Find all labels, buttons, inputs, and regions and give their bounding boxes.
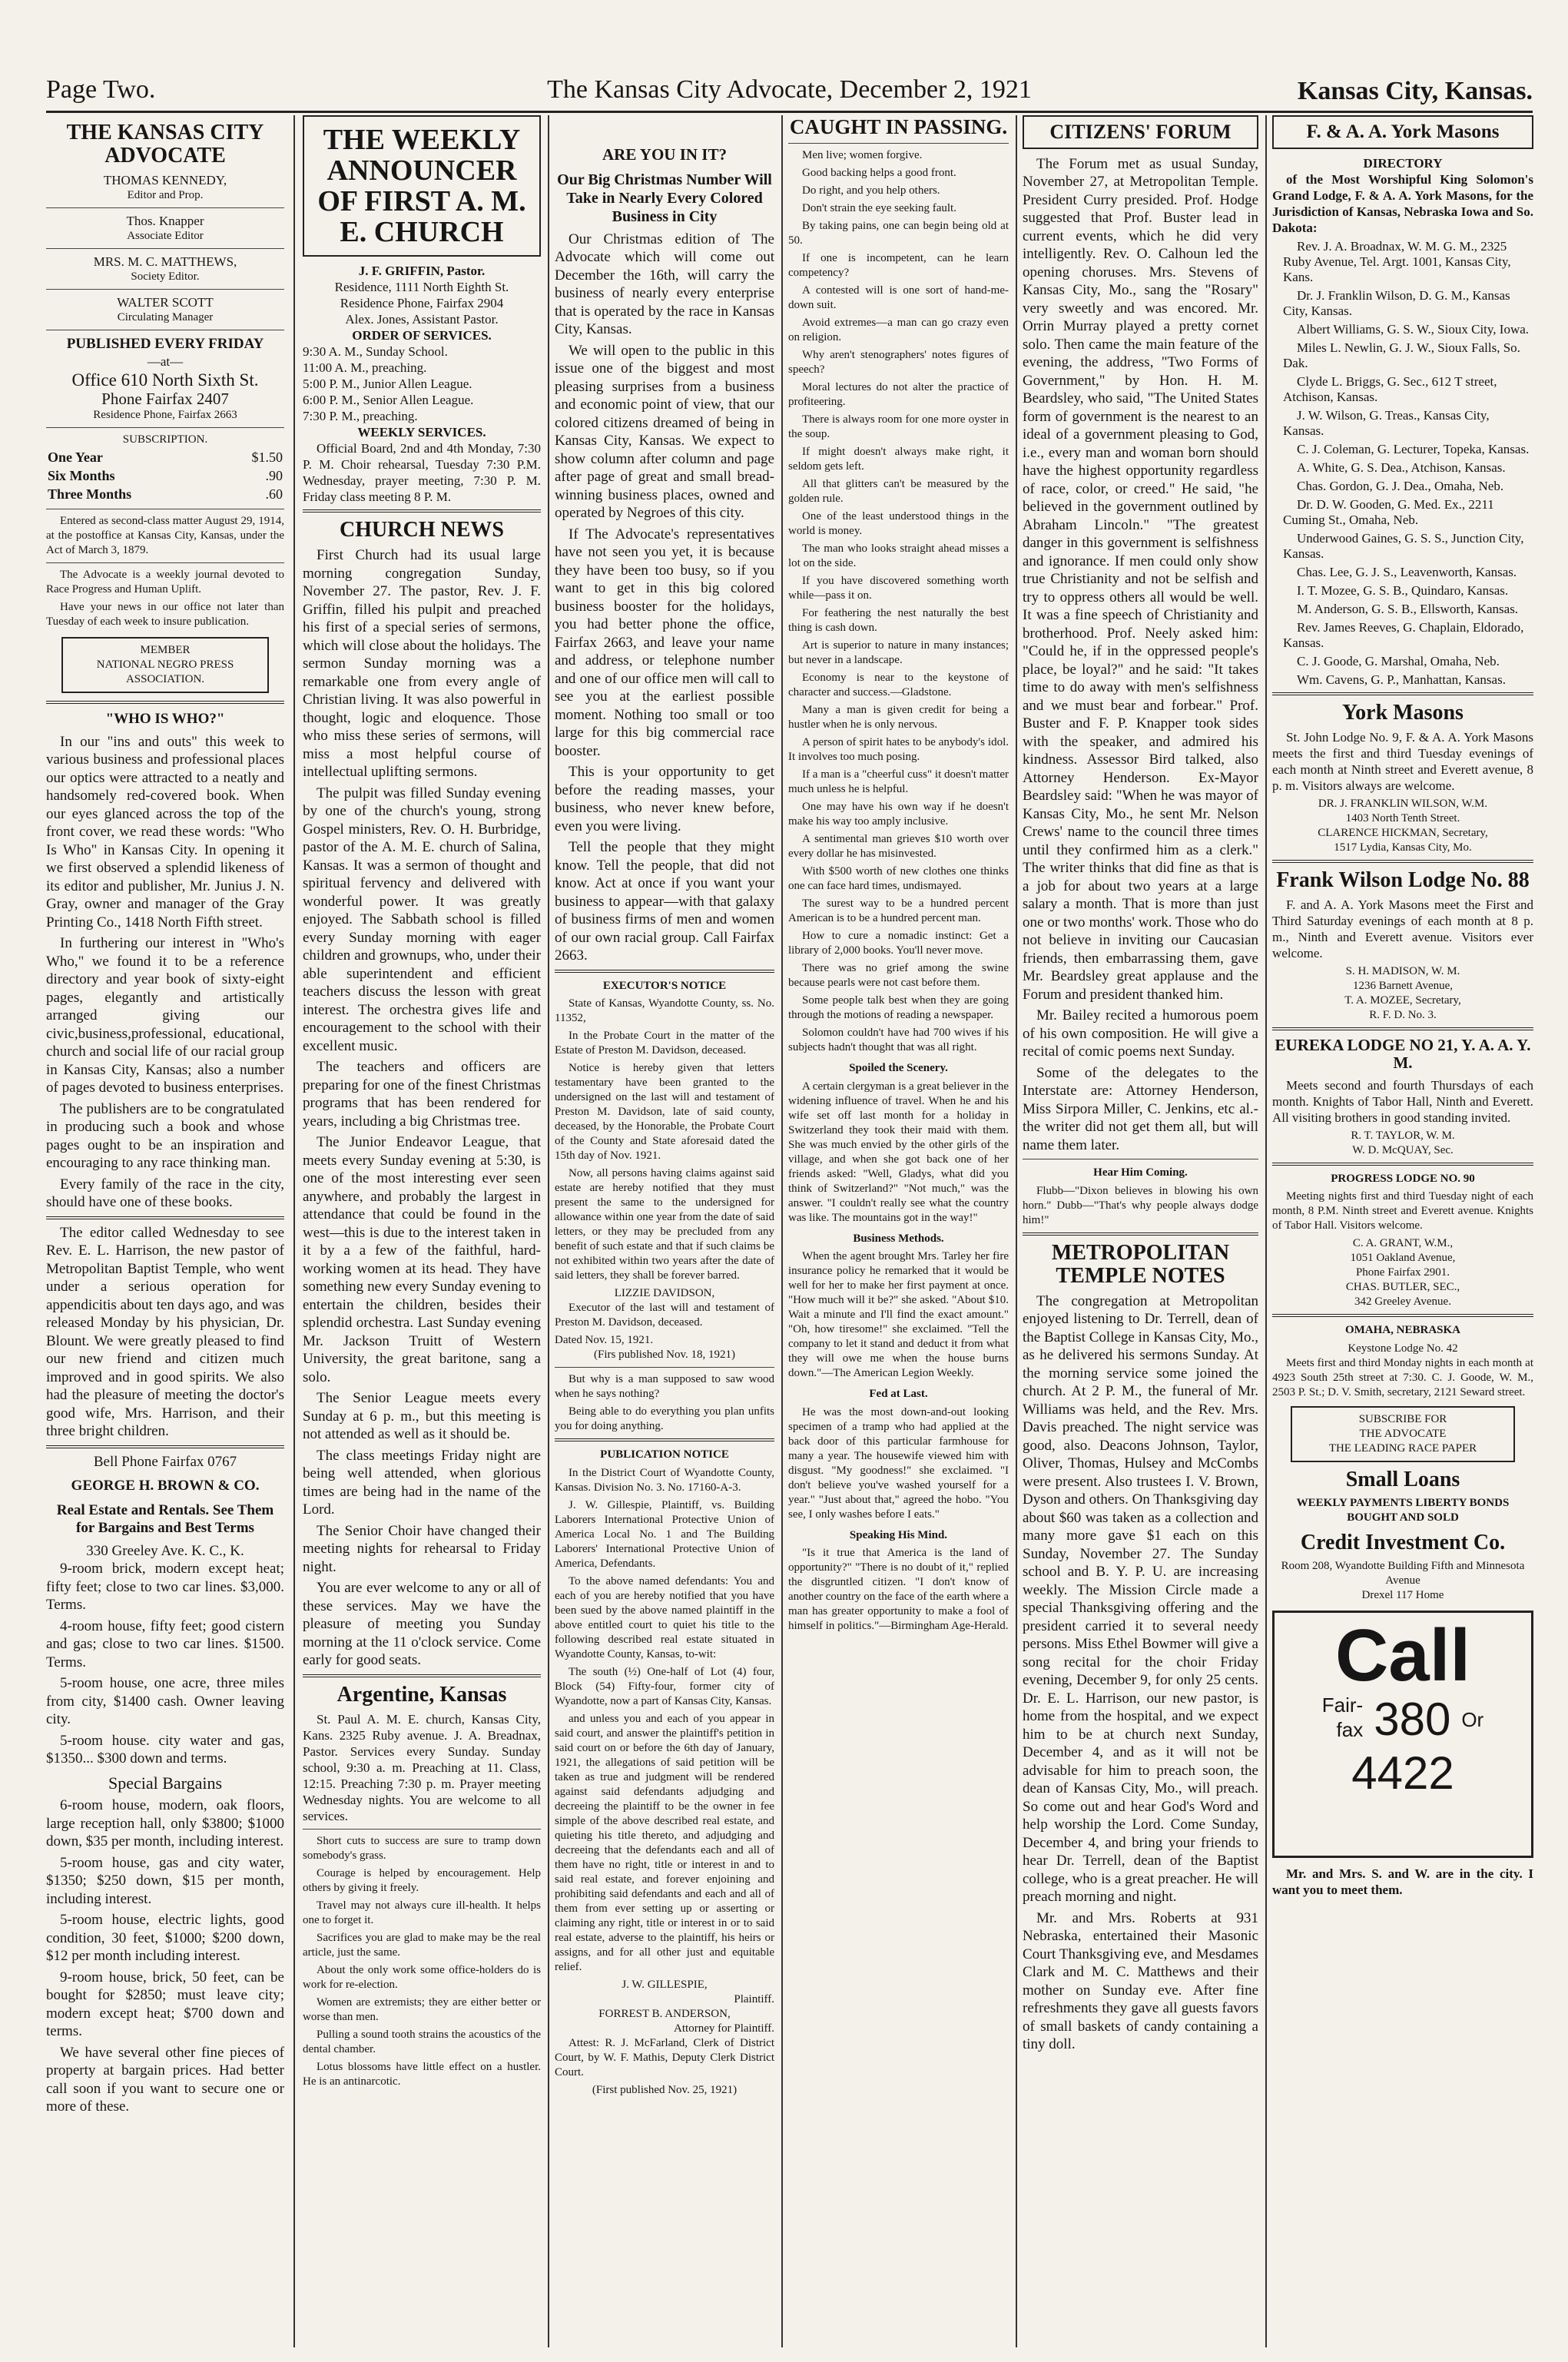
notice-paragraph: Now, all persons having claims against said estate are hereby notified that they must present the same to the undersigned for allowance within one year from the date of said letters, or they may be precluded from any benefit of such estate and that if such claims be not exhibited within two years after the date of said letters, they shall be forever barred. [555,1167,774,1282]
table-row: Six Months .90 [48,468,283,483]
staff-associate: Thos. Knapper [126,214,204,228]
list-item: Economy is near to the keystone of character and success.—Gladstone. [788,672,1009,698]
executor-date: Dated Nov. 15, 1921. [555,1334,654,1346]
list-item: A sentimental man grieves $10 worth over every dollar he has misinvested. [788,833,1009,860]
forum-heading-box [1023,115,1258,149]
list-item: But why is a man supposed to saw wood when he says nothing? [555,1373,774,1400]
notice-paragraph: and unless you and each of you appear in said court, and answer the plaintiff's petition in said court on or before the 6th day of January, 1921, the allegations of said petition will be taken as true and judgment will be rendered against said defendants adjudging and decreeing the plaintiff to be the owner in fee simple of the above described real estate, and quieting his title thereto, and adjudging and decreeing that the defendants each and all of them have no right, title or interest in and to said real estate, and forever enjoining and prohibiting said defendants and each and all of them from ever setting up or asserting or claiming any right, title or interest in or to said real estate, adverse to the plaintiff, his heirs or assigns, and for all other just and equitable relief. [555,1712,774,1973]
call-advertisement [1272,1611,1533,1858]
list-item: 5-room house, gas and city water, $1350; $250 down, $15 per month, including interest. [46,1854,284,1907]
directory-entry: Rev. J. A. Broadnax, W. M. G. M., 2325 Ruby Avenue, Tel. Argt. 1001, Kansas City, Kans. [1283,238,1511,284]
directory-entry: Underwood Gaines, G. S. S., Junction City, Kansas. [1283,530,1524,561]
plaintiff-signature: J. W. GILLESPIE, [622,1978,708,1991]
signature-line: C. A. GRANT, W.M., [1352,1237,1454,1249]
list-item: Short cuts to success are sure to tramp down somebody's grass. [303,1834,541,1862]
directory-entry: Clyde L. Briggs, G. Sec., 612 T street, Atchison, Kansas. [1283,373,1497,404]
directory-entry: Miles L. Newlin, G. J. W., Sioux Falls, So. Dak. [1283,340,1520,370]
pastor-phone: Residence Phone, Fairfax 2904 [340,296,504,310]
call-or: Or [1461,1707,1484,1731]
list-item: Pulling a sound tooth strains the acoustics of the dental chamber. [303,2028,541,2055]
list-item: If one is incompetent, can he learn competency? [788,252,1009,279]
list-item: If you have discovered something worth while—pass it on. [788,575,1009,602]
omaha-subheading: Keystone Lodge No. 42 [1348,1342,1458,1355]
staff-circulation-title: Circulating Manager [117,311,214,323]
pastor-residence: Residence, 1111 North Eighth St. [334,280,509,294]
hear-heading: Hear Him Coming. [1093,1166,1188,1179]
staff-society-title: Society Editor. [131,270,200,283]
article-paragraph: The class meetings Friday night are being well attended, when glorious times are being had in the name of the Lord. [303,1447,541,1518]
column-2 [303,115,541,2347]
article-paragraph: We will open to the public in this issue one of the biggest and most pleasing surprises from a business and economic point of view, that our colored citizens dreamed of being in Kansas City, Kansas. We expect to show column after column and page after page of great and small bread-winning business places, owned and operated by Negroes of this city. [555,342,774,521]
table-row: One Year $1.50 [48,450,283,465]
directory-entry: A. White, G. S. Dea., Atchison, Kansas. [1297,459,1506,475]
directory-entry: Albert Williams, G. S. W., Sioux City, Iowa. [1297,321,1530,337]
list-item: Do right, and you help others. [802,184,940,197]
list-item: 4-room house, fifty feet; good cistern and gas; close to two car lines. $1500. Terms. [46,1617,284,1670]
list-item: 9-room brick, modern except heat; fifty feet; close to two car lines. $3,000. Terms. [46,1561,284,1613]
loans-heading: Small Loans [1345,1467,1460,1491]
call-number-4422: 4422 [1351,1747,1454,1799]
announcer-headline-box [303,115,541,257]
article-paragraph: If The Advocate's representatives have not seen you yet, it is because they have been too busy, so if you want to get in this big colored business booster for the holidays, you had better phone the office, Fairfax 2663, and leave your name and address, or telephone number and one of our office men will call to see you at the earliest possible moment. Nothing too small or too large for this big commercial race booster. [555,526,774,759]
article-paragraph: Our Christmas edition of The Advocate which will come out December the 16th, will carry the business of nearly every enterprise that is operated by the race in Kansas City, Kansas. [555,231,774,337]
article-paragraph: The Junior Endeavor League, that meets every Sunday evening at 5:30, is one of the most interesting ever seen anywhere, and probably the largest in attendance that could be found in the west—this is due to the interest taken in it by a a few of the faithful, hard-working women at its head. They have something new every Sunday evening to entertain the children, besides their splendid orchestra. Last Sunday evening Mr. Jackson Truitt of Western University, the great baritone, sang a solo. [303,1134,541,1385]
entered-notice: Entered as second-class matter August 29, 1914, at the postoffice at Kansas City, Kansas, under the Act of March 3, 1879. [46,515,284,556]
york-masons-heading: York Masons [1342,700,1464,725]
list-item: Why aren't stenographers' notes figures of speech? [788,349,1009,376]
list-item: For feathering the nest naturally the best thing is cash down. [788,607,1009,634]
call-word: Call [1334,1614,1471,1697]
directory-entry: M. Anderson, G. S. B., Ellsworth, Kansas. [1297,601,1519,616]
bell-phone: Bell Phone Fairfax 0767 [93,1453,237,1470]
paper-dateline: The Kansas City Advocate, December 2, 1921 [547,75,1032,104]
article-paragraph: In furthering our interest in "Who's Who," we found it to be a reference directory and year book of sixty-eight pages, elegantly and artistically arranged giving our civic,business,professional, educational, church and social life of our racial group in Kansas City, Kansas; also a number of pages devoted to business enterprises. [46,935,284,1096]
list-item: The surest way to be a hundred percent American is to be a hundred percent man. [788,897,1009,924]
directory-entry: I. T. Mozee, G. S. B., Quindaro, Kansas. [1297,582,1509,598]
metropolitan-heading: METROPOLITAN TEMPLE NOTES [1051,1240,1230,1288]
executor-signature: LIZZIE DAVIDSON, [614,1287,715,1299]
executor-heading: EXECUTOR'S NOTICE [602,979,727,992]
signature-line: Phone Fairfax 2901. [1355,1266,1450,1279]
list-item: 6-room house, modern, oak floors, large reception hall, only $3800; $1000 down, $35 per month, including interest. [46,1797,284,1849]
weekly-services: Official Board, 2nd and 4th Monday, 7:30 P. M. Choir rehearsal, Tuesday 7:30 P.M. Wednesday, prayer meeting, 7:30 P. M. Friday class meeting 8 P. M. [303,441,541,504]
directory-entry: Wm. Cavens, G. P., Manhattan, Kansas. [1297,672,1506,687]
list-item: One of the least understood things in the world is money. [788,510,1009,537]
footer-note: Mr. and Mrs. S. and W. are in the city. I want you to meet them. [1272,1866,1533,1897]
directory-intro: of the Most Worshipful King Solomon's Grand Lodge, F. & A. A. York Masons, for the Jurisdiction of Kansas, Nebraska Iowa and So. Dakota: [1272,171,1533,235]
list-item: Don't strain the eye seeking fault. [802,202,956,214]
directory-heading: DIRECTORY [1363,155,1443,171]
signature-line: 1051 Oakland Avenue, [1350,1252,1456,1264]
list-item: 11:00 A. M., preaching. [303,360,427,375]
caught-list [788,148,1009,1055]
list-item: Solomon couldn't have had 700 wives if his subjects hadn't thought that was all right. [788,1027,1009,1053]
article-paragraph: Some of the delegates to the Interstate are: Attorney Henderson, Miss Sirpora Miller, C. Jenkins, etc al.- the writer did not get them all, but will name them later. [1023,1064,1258,1153]
eureka-text: Meets second and fourth Thursdays of each month. Knights of Tabor Hall, Ninth and Everett. All visiting brothers in good standing invited. [1272,1077,1533,1125]
directory-entry: Chas. Lee, G. J. S., Leavenworth, Kansas. [1297,564,1517,579]
omaha-heading: OMAHA, NEBRASKA [1344,1324,1460,1336]
column-1 [46,115,284,2347]
list-item: A person of spirit hates to be anybody's idol. It involves too much posing. [788,736,1009,763]
scenery-heading: Spoiled the Scenery. [849,1062,948,1074]
attorney-signature: FORREST B. ANDERSON, [598,2007,731,2020]
list-item: Some people talk best when they are going through the motions of reading a newspaper. [788,994,1009,1021]
directory-list [1272,239,1533,688]
staff-editor-title: Editor and Prop. [127,189,204,201]
subscription-heading: SUBSCRIPTION. [122,433,208,446]
progress-text: Meeting nights first and third Tuesday night of each month, 8 P.M. Ninth street and Everett avenue. Knights of Tabor Hall. Visitors welcome. [1272,1190,1533,1232]
subscription-table [46,447,284,504]
list-item: Women are extremists; they are either better or worse than men. [303,1995,541,2023]
realestate-heading: Real Estate and Rentals. See Them for Bargains and Best Terms [56,1501,274,1536]
forum-heading: CITIZENS' FORUM [1049,121,1232,143]
directory-entry: Rev. James Reeves, G. Chaplain, Eldorado, Kansas. [1283,619,1524,650]
list-item: With $500 worth of new clothes one thinks one can face hard times, undismayed. [788,865,1009,892]
staff-editor: THOMAS KENNEDY, [103,173,227,187]
article-paragraph: The congregation at Metropolitan enjoyed listening to Dr. Terrell, dean of the Baptist College in Kansas City, Mo., as he delivered his sermons Sunday. At the morning service some joined the church. At 2 P. M., the funeral of Mr. Williams was held, and the Rev. Mrs. Davis preached. The night service was good, also. Deacons Johnson, Taylor, Oliver, Thomas, Hulsey and McCombs were present. Also trustees I. V. Brown, Dyson and others. On Thanksgiving day about $60 was taken as a collection and many more gave $1 each on this Sunday, November 27. The Sunday school and B. Y. P. U. are increasing weekly. The Mission Circle made a special Thanksgiving offering and the president carried it to several needy persons. Miss Ethel Bowmer will give a song recital for the choir Friday evening, December 9, for only 25 cents. Dr. E. L. Harrison, our new pastor, is home from the hospital, and we expect him to be at church next Sunday, December 4, and as it will not be advisable for him to preach soon, the dean of Kansas City, Mo., will preach. So come out and hear God's Word and help worship the Lord. Come Sunday, December 4, and bring your friends to hear Dr. Terrell, dean of the Baptist college, who is a great preacher. He will preach morning and night. [1023,1292,1258,1905]
frank-wilson-heading: Frank Wilson Lodge No. 88 [1276,868,1530,892]
list-item: 9:30 A. M., Sunday School. [303,344,448,359]
page-number: Page Two. [46,75,156,104]
signature-line: DR. J. FRANKLIN WILSON, W.M. [1318,797,1488,810]
news-deadline: Have your news in our office not later than Tuesday of each week to insure publication. [46,601,284,628]
fed-story: He was the most down-and-out looking specimen of a tramp who had applied at the back door of this particular farmhouse for many a year. The housewife viewed him with disgust. "My goodness!" she exclaimed. "I don't believe you've washed yourself for a year." "Just about that," agreed the hobo. "You see, I only washes before I eats." [788,1405,1009,1521]
weekly-heading: WEEKLY SERVICES. [357,425,486,440]
list-item: Lotus blossoms have little effect on a hustler. He is an antinarcotic. [303,2060,541,2088]
list-item: Good backing helps a good front. [802,167,956,179]
list-item: Moral lectures do not alter the practice of profiteering. [788,381,1009,408]
notice-paragraph: State of Kansas, Wyandotte County, ss. No. 11352, [555,997,774,1024]
christmas-heading: ARE YOU IN IT? [602,145,727,164]
list-item: A contested will is one sort of hand-me-down suit. [788,284,1009,311]
loans-subheading: WEEKLY PAYMENTS LIBERTY BONDS BOUGHT AND SOLD [1296,1496,1510,1524]
article-paragraph: The Forum met as usual Sunday, November 27, at Metropolitan Temple. President Curry presided. Prof. Hodge suggested that Prof. Buster lead in current events, which he did very intelligently. Rev. O. Calhoun led the opening choruses. Mrs. Stevens of Kansas City, Mo., sang the "Rosary" very sweetly and was encored. Mr. Orrin Murray played a pretty cornet solo. Then came the main feature of the evening, the address, "Two Forms of Government," by Hon. H. M. Beardsley, who said, "The United States form of government is the nearest to an ideal of a government pleasing to God, i.e., every man and woman born should have the highest opportunity regardless of race, color, or creed." He said, "he believed in the government outlined by Abraham Lincoln." "The greatest danger in this government is selfishness and ignorance. If men could only show true Christianity and not be selfish and try to oppress others all would be well. It was a fine speech of Christianity and brotherhood. Prof. Neely asked him: "Could he, if in the oppressed people's place, be loyal?" and he said: "It takes time to do away with men's selfishness and we must bear and forbear." Prof. Buster and F. P. Knapper took sides with the speaker, and admired his kindness. Assessor Bird talked, also Attorney Henderson. Ex-Mayor Beardsley said: "When he was mayor of Kansas City, Mo., he sent Mr. Nelson Crews' name to the council three times until they confirmed him as a clerk." The writer thinks that did fine as that is a job for about two years at a large salary a month. That is more than just one or two months' work. Those who do not believe in inviting our Caucasian friends, then embarrassing them, gave Mr. Beardsley great applause and the Forum and president thanked him. [1023,155,1258,1003]
mind-heading: Speaking His Mind. [849,1528,948,1541]
published-line: PUBLISHED EVERY FRIDAY [66,336,264,352]
mind-story: "Is it true that America is the land of opportunity?" "There is no doubt of it," replied the disgruntled citizen. "I don't know of another country on the face of the earth where a man has greater opportunity to make a fool of himself in politics."—Birmingham Age-Herald. [788,1547,1009,1632]
signature-title: Attorney for Plaintiff. [674,2022,774,2035]
staff-society: MRS. M. C. MATTHEWS, [93,254,237,269]
call-number-380: 380 [1374,1693,1451,1745]
list-item: Art is superior to nature in many instances; but never in a landscape. [788,639,1009,666]
staff-associate-title: Associate Editor [127,230,204,242]
list-item: Many a man is given credit for being a hustler when he is only nervous. [788,704,1009,731]
signature-line: S. H. MADISON, W. M. [1345,964,1460,977]
directory-entry: Dr. D. W. Gooden, G. Med. Ex., 2211 Cuming St., Omaha, Neb. [1283,496,1494,527]
notice-paragraph: In the Probate Court in the matter of the Estate of Preston M. Davidson, deceased. [555,1030,774,1057]
notice-paragraph: J. W. Gillespie, Plaintiff, vs. Building Laborers International Protective Union of America Local No. 1 and The Building Laborers' International Protective Union of America, Defendants. [555,1498,774,1570]
notice-paragraph: The south (½) One-half of Lot (4) four, Block (54) Fifty-four, former city of Wyandotte, now a part of Kansas City, Kansas. [555,1665,774,1707]
list-item: One may have his own way if he doesn't make his way too amply inclusive. [788,801,1009,828]
signature-line: R. T. TAYLOR, W. M. [1351,1129,1455,1142]
list-item: The man who looks straight ahead misses a lot on the side. [788,542,1009,569]
eureka-heading: EUREKA LODGE NO 21, Y. A. A. Y. M. [1275,1035,1531,1072]
residence-phone: Residence Phone, Fairfax 2663 [93,409,237,421]
column-rule [1265,115,1267,2347]
list-item: Travel may not always cure ill-health. It helps one to forget it. [303,1899,541,1926]
credit-company: Credit Investment Co. [1300,1530,1506,1554]
list-item: 9-room house, brick, 50 feet, can be bought for $2850; must leave city; modern except heat; $700 down and terms. [46,1969,284,2039]
signature-line: R. F. D. No. 3. [1369,1008,1437,1021]
list-item: 5:00 P. M., Junior Allen League. [303,377,472,391]
list-item: 6:00 P. M., Senior Allen League. [303,393,474,407]
call-fair: Fair- [1321,1693,1364,1717]
city-label: Kansas City, Kansas. [1297,77,1533,105]
list-item: Sacrifices you are glad to make may be the real article, just the same. [303,1931,541,1959]
order-heading: ORDER OF SERVICES. [352,328,492,343]
progress-heading: PROGRESS LODGE NO. 90 [1331,1172,1475,1185]
list-item: 7:30 P. M., preaching. [303,409,418,423]
directory-entry: J. W. Wilson, G. Treas., Kansas City, Kansas. [1283,407,1490,438]
business-story: When the agent brought Mrs. Tarley her fire insurance policy he remarked that it would be well for her to make her first payment at once. "How much will it be?" she asked. "About $10. Wait a minute and I'll find the exact amount." "Oh, how tiresome!" she exclaimed. "Tell the company to let it stand and deduct it from what they will owe me when the house burns down."—The American Legion Weekly. [788,1250,1009,1379]
list-item: Being able to do everything you plan unfits you for doing anything. [555,1405,774,1432]
church-news-heading: CHURCH NEWS [340,518,504,542]
article-paragraph: This is your opportunity to get before the reading masses, your business, who never knew before, even you were living. [555,764,774,834]
article-paragraph: The teachers and officers are preparing for one of the finest Christmas programs that has been rendered for years, including a big Christmas tree. [303,1059,541,1130]
column-3 [555,115,774,2347]
directory-entry: Dr. J. Franklin Wilson, D. G. M., Kansas City, Kansas. [1283,287,1510,318]
directory-entry: C. J. Coleman, G. Lecturer, Topeka, Kansas. [1297,441,1530,456]
signature-line: 1517 Lydia, Kansas City, Mo. [1334,841,1472,854]
masthead [46,68,1533,113]
executor-published: (Firs published Nov. 18, 1921) [593,1349,736,1361]
column-rule [1016,115,1017,2347]
frank-wilson-text: F. and A. A. York Masons meet the First and Third Saturday evenings of each month at 8 p. m., Ninth and Everett avenue. Visitors ever welcome. [1272,897,1533,960]
notice-paragraph: In the District Court of Wyandotte County, Kansas. Division No. 3. No. 17160-A-3. [555,1466,774,1494]
list-item: How to cure a nomadic instinct: Get a library of 2,000 books. You'll never move. [788,930,1009,957]
office-phone: Phone Fairfax 2407 [101,389,229,408]
list-item: 5-room house, electric lights, good condition, 30 feet, $1000; $200 down, $12 per month including interest. [46,1912,284,1964]
table-row: Three Months .60 [48,486,283,502]
fed-heading: Fed at Last. [869,1388,928,1400]
york-masons-text: St. John Lodge No. 9, F. & A. A. York Masons meets the first and third Tuesday evenings of each month at Ninth street and Everett avenue, 8 p. m. Visitors always are welcome. [1272,729,1533,793]
list-item: If might doesn't always make right, it seldom gets left. [788,446,1009,473]
article-paragraph: In our "ins and outs" this week to various business and professional places our optics were attracted to a neatly and handsomely red-covered book. When our eyes glanced across the top of the front cover, we read these words: "Who Is Who" in Kansas City. In opening it we first observed a splendid likeness of its editor and publisher, Mr. Junius J. N. Gray, owner and manager of the Gray Printing Co., 1418 North Fifth street. [46,733,284,931]
signature-line: CLARENCE HICKMAN, Secretary, [1318,826,1488,839]
hear-story: Flubb—"Dixon believes in blowing his own horn." Dubb—"That's why people always dodge him!" [1023,1184,1258,1226]
list-item: We have several other fine pieces of property at bargain prices. Had better call soon if you want to secure one or more of these. [46,2044,284,2115]
publication-heading: PUBLICATION NOTICE [600,1448,729,1461]
paper-name: THE KANSAS CITY ADVOCATE [66,121,264,168]
brown-address: 330 Greeley Ave. K. C., K. [86,1542,244,1559]
argentine-services: St. Paul A. M. E. church, Kansas City, Kans. 2325 Ruby avenue. J. A. Breadnax, Pastor. Services every Sunday. Sunday school, 9:30 a. m. Preaching at 11. Class, 12:15. Preaching 7:30 p. m. Prayer meeting Wednesday nights. You are welcome to all services. [303,1711,541,1823]
scenery-story: A certain clergyman is a great believer in the widening influence of travel. When he and his wife set off last month for a holiday in Switzerland they took their maid with them. She was much envied by the other girls of the village, and when she got back one of her friends asked: "Well, Gladys, what did you think of Switzerland?" "Not much," was the answer. "I couldn't really see what the country was like. The mountains got in the way!" [788,1080,1009,1224]
list-item: All that glitters can't be measured by the golden rule. [788,478,1009,505]
press-association-box: MEMBER NATIONAL NEGRO PRESS ASSOCIATION. [61,637,269,693]
list-item: Avoid extremes—a man can go crazy even on religion. [788,317,1009,343]
special-bargains-heading: Special Bargains [108,1773,223,1793]
column-6 [1272,115,1533,2347]
argentine-heading: Argentine, Kansas [336,1682,507,1707]
article-paragraph: The Senior League meets every Sunday at 6 p. m., but this meeting is not attended as well as it should be. [303,1390,541,1442]
signature-line: 1236 Barnett Avenue, [1352,979,1454,992]
article-paragraph: The Senior Choir have changed their meeting nights for rehearsal to Friday night. [303,1522,541,1575]
harrison-note: The editor called Wednesday to see Rev. E. L. Harrison, the new pastor of Metropolitan Baptist Temple, who went under a serious operation for appendicitis about ten days ago, and was released Monday by his physician, Dr. Blount. We were greatly pleased to find our new friend and citizen much improved and in good spirits. We also had the pleasure of meeting the doctor's good wife, Mrs. Harrison, and their three bright children. [46,1224,284,1439]
christmas-subheading: Our Big Christmas Number Will Take in Nearly Every Colored Business in City [557,171,772,225]
announcer-headline: THE WEEKLY ANNOUNCER OF FIRST A. M. E. CHURCH [317,124,526,248]
list-item: Courage is helped by encouragement. Help others by giving it freely. [303,1866,541,1894]
credit-phone: Drexel 117 Home [1361,1588,1444,1601]
caught-heading: CAUGHT IN PASSING. [789,115,1008,138]
list-item: Men live; women forgive. [802,149,923,161]
credit-address: Room 208, Wyandotte Building Fifth and Minnesota Avenue [1281,1559,1525,1587]
notice-paragraph: To the above named defendants: You and each of you are hereby notified that you have been sued by the above named plaintiff in the above entitled court to quiet his title to the following described real estate situated in Wyandotte County, Kansas, to-wit: [555,1574,774,1660]
article-paragraph: First Church had its usual large morning congregation Sunday, November 27. The pastor, Rev. J. F. Griffin, filled his pulpit and preached his first of a special series of sermons, which will close about the holidays. The sermon Sunday morning was a remarkable one from every angle of Christian living. It was also powerful in thought, logic and eloquence. Those who miss these series of sermons, will miss a most helpful course of intellectual uplifting sermons. [303,547,541,780]
staff-circulation: WALTER SCOTT [117,295,214,310]
call-numbers [1281,1693,1525,1747]
assistant-pastor: Alex. Jones, Assistant Pastor. [345,312,499,327]
signature-line: T. A. MOZEE, Secretary, [1344,994,1461,1007]
brown-company: GEORGE H. BROWN & CO. [71,1478,260,1494]
signature-line: W. D. McQUAY, Sec. [1352,1143,1454,1156]
signature-title: Plaintiff. [734,1992,774,2005]
published-at: —at— [147,353,184,369]
article-paragraph: The pulpit was filled Sunday evening by one of the church's young, strong Gospel ministers, Rev. O. H. Burbridge, pastor of the A. M. E. church of Salina, Kansas. It was a sermon of thought and spiritual fervency and delivered with wonderful power. It was greatly enjoyed. The Sabbath school is filled every Sunday morning with eager children and grownups, who, under their able superintendent and efficient teachers discuss the lesson with great interest. The orchestra gives life and encouragement to the school with their excellent music. [303,785,541,1054]
list-item: 5-room house, one acre, three miles from city, $1400 cash. Owner leaving city. [46,1675,284,1727]
column-4 [788,115,1009,2347]
subscribe-box: SUBSCRIBE FOR THE ADVOCATE THE LEADING RACE PAPER [1291,1406,1515,1462]
list-item: There is always room for one more oyster in the soup. [788,413,1009,440]
list-item: About the only work some office-holders do is work for re-election. [303,1963,541,1991]
article-paragraph: Mr. Bailey recited a humorous poem of his own composition. He will give a recital of comic poems next Sunday. [1023,1007,1258,1060]
article-paragraph: Mr. and Mrs. Roberts at 931 Nebraska, entertained their Masonic Court Thanksgiving eve, and Mesdames Clark and M. C. Matthews and their mother on Sunday eve. After fine refreshments they gave all guests favors of small baskets of candy containing a tiny doll. [1023,1909,1258,2052]
who-is-who-heading: "WHO IS WHO?" [105,711,225,727]
directory-entry: C. J. Goode, G. Marshal, Omaha, Neb. [1297,653,1500,668]
article-paragraph: Tell the people that they might know. Tell the people, that did not know. Act at once if you want your business to appear—with that galaxy of business firms of men and women of our own racial group. Call Fairfax 2663. [555,839,774,964]
masons-heading: F. & A. A. York Masons [1306,121,1500,142]
article-paragraph: The publishers are to be congratulated in producing such a book and whose pages ought to be an inspiration and encouraging to any race thinking man. [46,1100,284,1171]
omaha-text: Meets first and third Monday nights in each month at 4923 South 25th street at 7:30. C. J. Goode, W. M., 2503 P. St.; D. V. Smith, secretary, 2121 Seward street. [1272,1356,1533,1398]
business-heading: Business Methods. [853,1232,944,1245]
directory-entry: Chas. Gordon, G. J. Dea., Omaha, Neb. [1297,478,1504,493]
notice-paragraph: Notice is hereby given that letters testamentary have been granted to the undersigned on the last will and testament of Preston M. Davidson, late of said county, deceased, by the Honorable, the Probate Court of the County and State aforesaid dated the 15th day of Nov. 1921. [555,1062,774,1162]
signature-line: 1403 North Tenth Street. [1345,811,1460,824]
article-paragraph: You are ever welcome to any or all of these services. May we have the pleasure of meeting you Sunday morning at the 11 o'clock service. Come early for good seats. [303,1580,541,1668]
column-rule [781,115,783,2347]
notice-paragraph: Executor of the last will and testament of Preston M. Davidson, deceased. [555,1302,774,1329]
list-item: There was no grief among the swine because pearls were not cast before them. [788,962,1009,989]
call-fax: fax [1336,1717,1364,1741]
signature-line: CHAS. BUTLER, SEC., [1345,1281,1460,1293]
masons-heading-box [1272,115,1533,149]
list-item: By taking pains, one can begin being old at 50. [788,220,1009,247]
pastor: J. F. GRIFFIN, Pastor. [358,264,486,278]
article-paragraph: Every family of the race in the city, should have one of these books. [46,1176,284,1210]
column-5 [1023,115,1258,2347]
attest-line: Attest: R. J. McFarland, Clerk of District Court, by W. F. Mathis, Deputy Clerk District Court. [555,2036,774,2078]
weekly-note: The Advocate is a weekly journal devoted to Race Progress and Human Uplift. [46,569,284,595]
column-rule [548,115,549,2347]
press-association: NATIONAL NEGRO PRESS ASSOCIATION. [96,659,234,685]
column-rule [293,115,295,2347]
list-item: 5-room house. city water and gas, $1350... $300 down and terms. [46,1732,284,1767]
office-address: Office 610 North Sixth St. [71,370,259,390]
publication-first: (First published Nov. 25, 1921) [592,2083,738,2096]
list-item: If a man is a "cheerful cuss" it doesn't matter much unless he is helpful. [788,768,1009,795]
signature-line: 342 Greeley Avenue. [1354,1295,1451,1308]
